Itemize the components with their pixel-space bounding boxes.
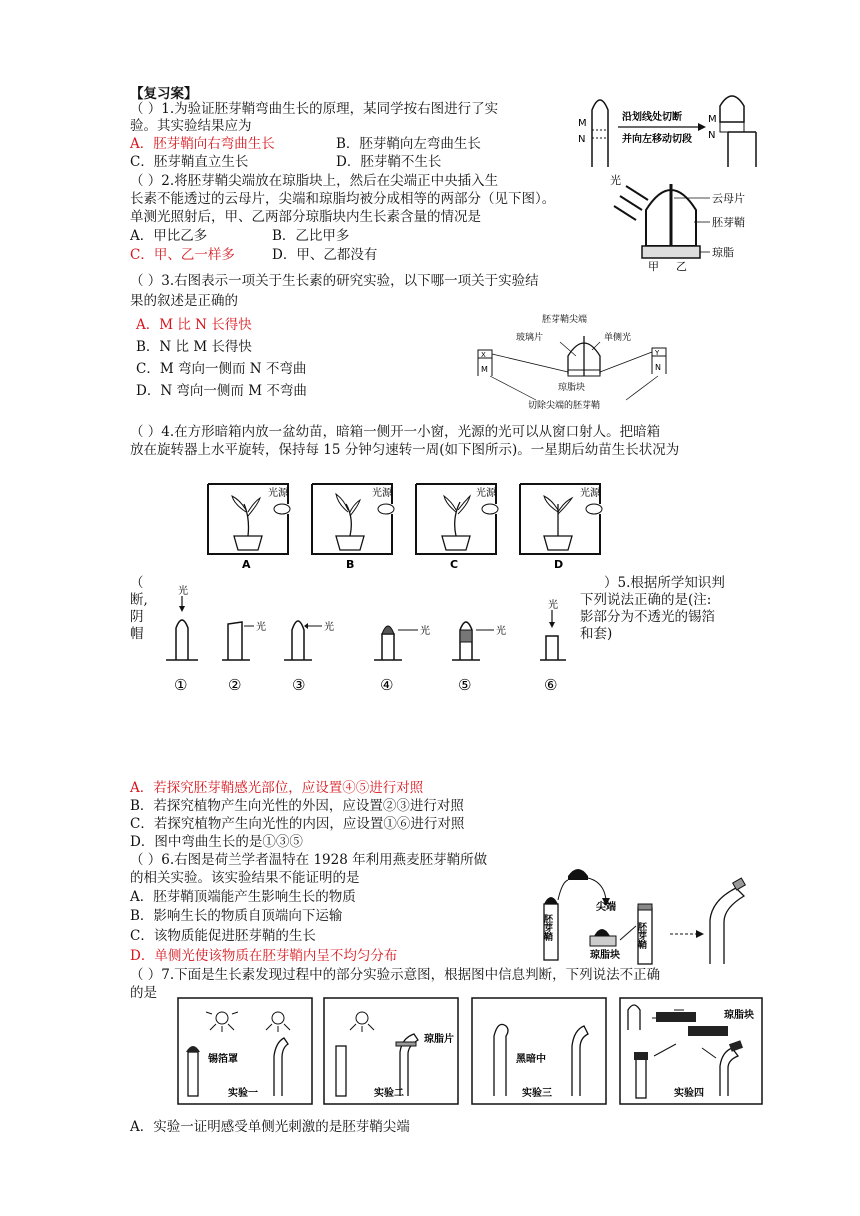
q5-left-2: 断, bbox=[130, 592, 148, 608]
q1-option-b: B．胚芽鞘向左弯曲生长 bbox=[336, 136, 481, 152]
q5-light-1: 光 bbox=[178, 586, 188, 597]
q7-panel4-label: 琼脂块 bbox=[724, 1010, 754, 1021]
q7-panel-1 bbox=[178, 998, 312, 1127]
q6-fig-sheath1: 胚芽鞘 bbox=[542, 914, 552, 941]
q5-num-3: ③ bbox=[292, 676, 306, 694]
q2-stem-line3: 单测光照射后，甲、乙两部分琼脂块内生长素含量的情况是 bbox=[130, 209, 481, 225]
q5-right-2: 下列说法正确的是(注: bbox=[580, 592, 712, 608]
q4-b-light: 光源 bbox=[372, 488, 392, 499]
q1-option-c: C．胚芽鞘直立生长 bbox=[130, 154, 249, 170]
q3-stem-line2: 果的叙述是正确的 bbox=[130, 293, 238, 309]
q4-a-label: A bbox=[242, 558, 251, 571]
q7-panel3-title: 实验三 bbox=[522, 1088, 552, 1099]
q5-figure bbox=[164, 584, 574, 696]
q5-num-6: ⑥ bbox=[544, 676, 558, 694]
q4-stem-line2: 放在旋转器上水平旋转，保持每 15 分钟匀速转一周(如下图所示)。一星期后幼苗生长状况为 bbox=[130, 442, 680, 458]
q6-fig-sheath2: 胚芽鞘 bbox=[636, 922, 646, 949]
q1-option-d: D．胚芽鞘不生长 bbox=[336, 154, 442, 170]
q4-box-b bbox=[312, 484, 394, 571]
q3-option-c: C．M 弯向一侧而 N 不弯曲 bbox=[136, 361, 307, 377]
q4-c-light: 光源 bbox=[476, 488, 496, 499]
q1-fig-n: N bbox=[578, 134, 586, 145]
q7-figure bbox=[176, 996, 766, 1108]
q5-num-5: ⑤ bbox=[458, 676, 472, 694]
q5-left-1: （ bbox=[130, 575, 144, 591]
q3-fig-tip: 胚芽鞘尖端 bbox=[542, 315, 588, 325]
q2-option-b: B．乙比甲多 bbox=[272, 228, 350, 244]
q3-fig-light: 单侧光 bbox=[604, 333, 632, 343]
q5-num-1: ① bbox=[174, 676, 188, 694]
q4-stem-line1: （ ）4.在方形暗箱内放一盆幼苗，暗箱一侧开一小窗，光源的光可以从窗口射人。把暗箱 bbox=[130, 424, 661, 440]
q5-left-3: 阴 bbox=[130, 609, 144, 625]
q4-figure bbox=[204, 482, 616, 574]
q4-box-d bbox=[520, 484, 602, 571]
q3-option-d: D．N 弯向一侧而 M 不弯曲 bbox=[136, 383, 307, 399]
q1-stem-line1: （ ）1.为验证胚芽鞘弯曲生长的原理，某同学按右图进行了实 bbox=[130, 101, 499, 117]
q5-light-3: 光 bbox=[324, 622, 334, 633]
q5-option-d: D．图中弯曲生长的是①③⑤ bbox=[130, 834, 303, 850]
q3-fig-n: N bbox=[655, 363, 661, 372]
q4-box-a bbox=[208, 484, 290, 571]
q3-figure bbox=[476, 312, 686, 412]
q7-panel2-title: 实验二 bbox=[374, 1088, 404, 1099]
q7-stem-line2: 的是 bbox=[130, 985, 157, 1001]
q3-fig-glass: 玻璃片 bbox=[516, 333, 544, 343]
q2-fig-mica: 云母片 bbox=[712, 192, 745, 205]
q5-option-c: C．若探究植物产生向光性的内因，应设置①⑥进行对照 bbox=[130, 816, 465, 832]
q2-fig-sheath: 胚芽鞘 bbox=[712, 216, 745, 229]
q4-box-c bbox=[416, 484, 498, 571]
q5-option-b: B．若探究植物产生向光性的外因，应设置②③进行对照 bbox=[130, 798, 464, 814]
q5-light-6: 光 bbox=[548, 600, 558, 611]
q5-light-5: 光 bbox=[496, 626, 506, 637]
q4-b-label: B bbox=[346, 558, 355, 571]
q1-fig-cut1: 沿划线处切断 bbox=[622, 112, 682, 123]
q5-left-4: 帽 bbox=[130, 626, 144, 642]
q2-option-c: C．甲、乙一样多 bbox=[130, 247, 235, 263]
q6-fig-tip: 尖端 bbox=[596, 902, 616, 913]
q3-fig-m: M bbox=[481, 365, 488, 374]
q1-fig-cut2: 并向左移动切段 bbox=[622, 134, 692, 145]
q1-figure bbox=[570, 92, 780, 170]
q2-figure bbox=[606, 170, 786, 273]
q5-light-2: 光 bbox=[256, 622, 266, 633]
q6-option-a: A．胚芽鞘顶端能产生影响生长的物质 bbox=[130, 889, 356, 905]
q3-fig-cut: 切除尖端的胚芽鞘 bbox=[528, 401, 601, 411]
q7-panel4-title: 实验四 bbox=[674, 1088, 704, 1099]
q1-fig-m2: M bbox=[708, 114, 717, 125]
q6-option-d: D．单侧光使该物质在胚芽鞘内呈不均匀分布 bbox=[130, 948, 398, 964]
q4-a-light: 光源 bbox=[268, 488, 288, 499]
q4-d-label: D bbox=[554, 558, 564, 571]
q3-stem-line1: （ ）3.右图表示一项关于生长素的研究实验，以下哪一项关于实验结 bbox=[130, 273, 539, 289]
q6-stem-line1: （ ）6.右图是荷兰学者温特在 1928 年利用燕麦胚芽鞘所做 bbox=[130, 852, 488, 868]
q6-option-c: C．该物质能促进胚芽鞘的生长 bbox=[130, 928, 316, 944]
q3-fig-agar: 琼脂块 bbox=[558, 383, 586, 393]
q2-fig-yi: 乙 bbox=[676, 260, 687, 273]
q7-stem-line1: （ ）7.下面是生长素发现过程中的部分实验示意图，根据图中信息判断，下列说法不正确 bbox=[130, 967, 661, 983]
q7-panel1-title: 实验一 bbox=[228, 1088, 258, 1099]
q5-light-4: 光 bbox=[420, 626, 430, 637]
q7-panel2-label: 琼脂片 bbox=[424, 1034, 454, 1045]
q5-right-4: 和套) bbox=[580, 626, 613, 642]
q1-fig-m: M bbox=[578, 118, 587, 129]
q6-option-b: B．影响生长的物质自顶端向下运输 bbox=[130, 908, 343, 924]
q2-option-a: A．甲比乙多 bbox=[130, 228, 208, 244]
q3-fig-y: Y bbox=[655, 349, 660, 357]
q7-panel3-label: 黑暗中 bbox=[516, 1054, 546, 1065]
q6-fig-agar: 琼脂块 bbox=[590, 950, 620, 961]
q7-panel1-label: 锡箔罩 bbox=[208, 1054, 238, 1065]
q7-option-a: A．实验一证明感受单侧光刺激的是胚芽鞘尖端 bbox=[130, 1119, 410, 1135]
q2-fig-agar: 琼脂 bbox=[712, 246, 734, 259]
q1-option-a: A．胚芽鞘向右弯曲生长 bbox=[130, 136, 275, 152]
q2-option-d: D．甲、乙都没有 bbox=[272, 247, 378, 263]
q6-figure bbox=[540, 864, 760, 968]
q3-option-b: B．N 比 M 长得快 bbox=[136, 339, 252, 355]
q4-d-light: 光源 bbox=[580, 488, 600, 499]
q1-fig-n2: N bbox=[708, 130, 716, 141]
q1-stem-line2: 验。其实验结果应为 bbox=[130, 118, 252, 134]
q3-option-a: A．M 比 N 长得快 bbox=[136, 317, 252, 333]
q4-c-label: C bbox=[450, 558, 459, 571]
q3-fig-x: X bbox=[481, 351, 486, 359]
q2-stem-line2: 长素不能透过的云母片，尖端和琼脂均被分成相等的两部分（见下图）。 bbox=[130, 191, 556, 207]
q2-fig-jia: 甲 bbox=[648, 260, 659, 273]
q5-num-2: ② bbox=[228, 676, 242, 694]
q2-fig-light: 光 bbox=[610, 174, 621, 187]
q5-option-a: A．若探究胚芽鞘感光部位，应设置④⑤进行对照 bbox=[130, 780, 424, 796]
section-heading: 【复习案】 bbox=[130, 86, 198, 102]
q5-num-4: ④ bbox=[380, 676, 394, 694]
q5-right-1: ）5.根据所学知识判 bbox=[604, 575, 725, 591]
q2-stem-line1: （ ）2.将胚芽鞘尖端放在琼脂块上，然后在尖端正中央插入生 bbox=[130, 173, 499, 189]
q5-right-3: 影部分为不透光的锡箔 bbox=[580, 609, 715, 625]
q6-stem-line2: 的相关实验。该实验结果不能证明的是 bbox=[130, 870, 360, 886]
